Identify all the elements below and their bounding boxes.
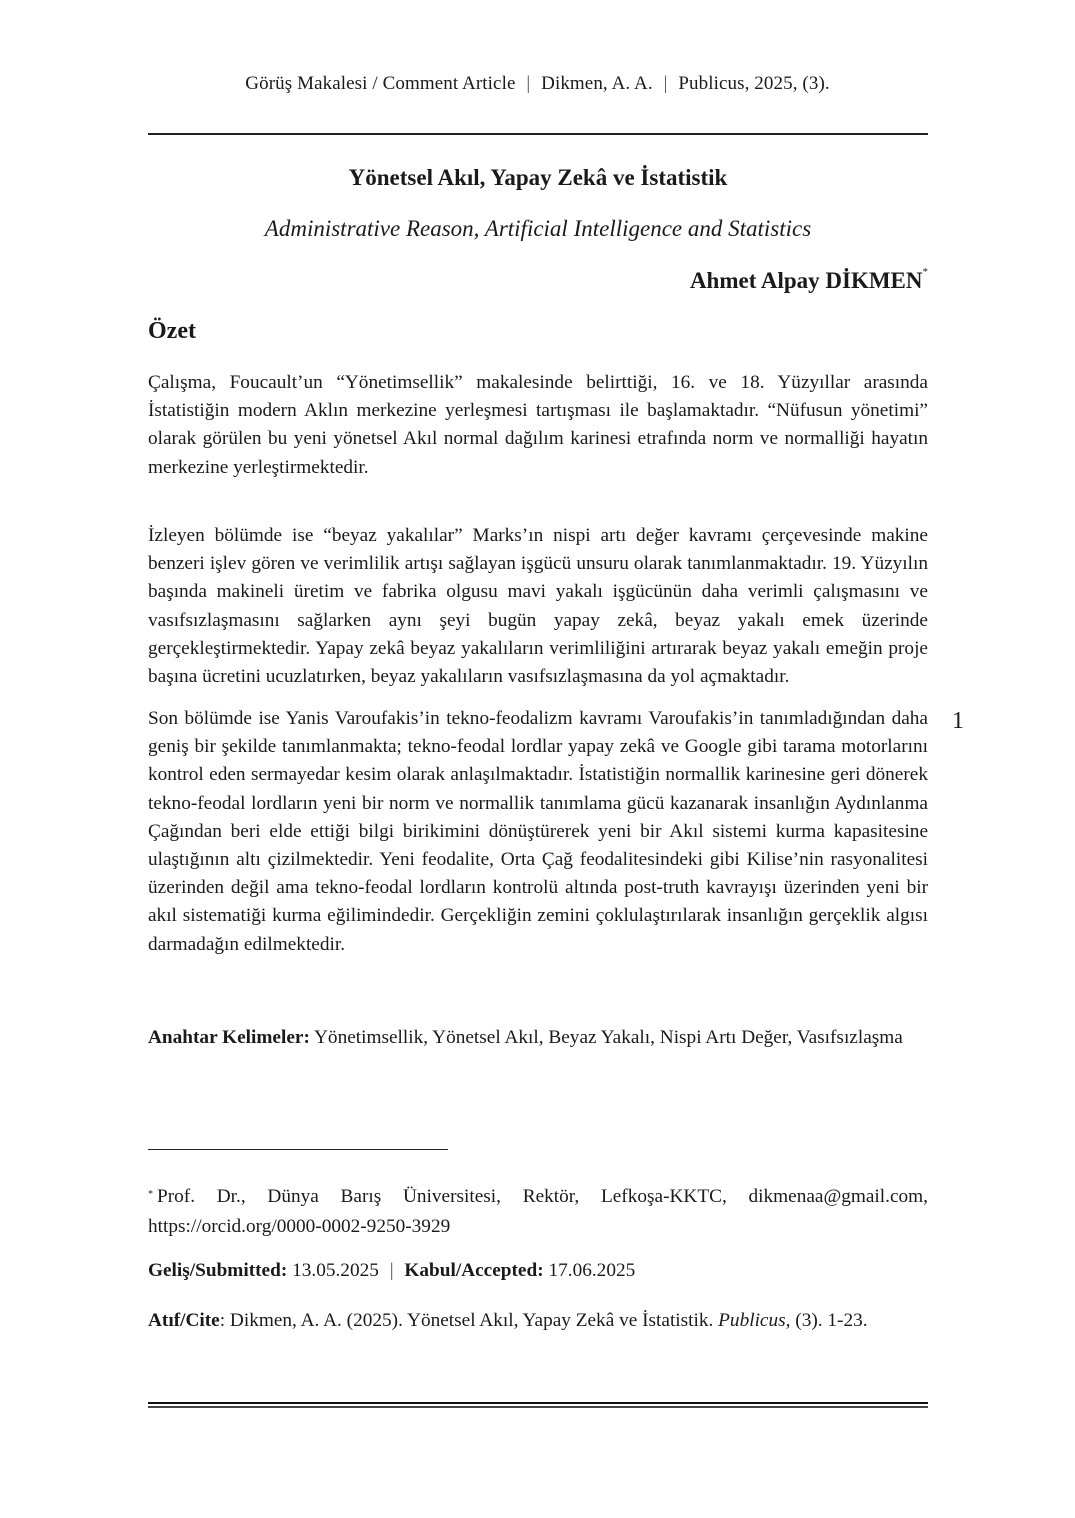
footnote-mark: * [148, 1189, 153, 1200]
footer-double-rule [148, 1406, 928, 1408]
submitted-date: 13.05.2025 [292, 1260, 379, 1281]
abstract-heading: Özet [148, 318, 196, 344]
dates-line [148, 1260, 928, 1282]
keywords [148, 1024, 928, 1052]
running-head-author: Dikmen, A. A. [541, 73, 653, 94]
article-subtitle: Administrative Reason, Artificial Intelligence and Statistics [264, 216, 812, 241]
cite-text: : Dikmen, A. A. (2025). Yönetsel Akıl, Yapay Zekâ ve İstatistik. [219, 1310, 719, 1331]
separator: | [663, 73, 668, 94]
running-head-type: Görüş Makalesi / Comment Article [245, 73, 516, 94]
author-footnote [148, 1182, 928, 1242]
cite-text-end: , (3). 1-23. [785, 1310, 868, 1331]
running-head-journal: Publicus, 2025, (3). [678, 73, 830, 94]
abstract-paragraph: Son bölümde ise Yanis Varoufakis’in tekno-feodalizm kavramı Varoufakis’in tanımladığından daha geniş bir şekilde tanımlanmakta; tekno-feodal lordlar yapay zekâ ve Google gibi tarama motorlarını kontrol eden sermayedar kesim olarak anlaşılmaktadır. İstatistiğin normallik karinesine geri dönerek tekno-feodal lordların yeni bir norm ve normallik tanımlama gücü kazanarak insanlığın Aydınlanma Çağından beri elde ettiği bilgi birikimini dönüştürerek yeni bir Akıl sistemi kurma kapasitesine ulaştığının altı çizilmektedir. Yeni feodalite, Orta Çağ feodalitesindeki gibi Kilise’nin rasyonalitesi üzerinden değil ama tekno-feodal lordların kontrolü altında post-truth kavrayışı üzerinden yeni bir akıl sistematiği kurma eğilimindedir. Gerçekliğin zemini çoklulaştırılarak insanlığın gerçeklik algısı darmadağın edilmektedir. [148, 708, 928, 955]
abstract-paragraph: İzleyen bölümde ise “beyaz yakalılar” Marks’ın nispi artı değer kavramı çerçevesinde makine benzeri işlev gören ve verimlilik artışı sağlayan işgücü unsuru olarak tanımlanmaktadır. 19. Yüzyılın başında makineli üretim ve fabrika olgusu mavi yakalı işgücünün daha verimli çalışmasını ve vasıfsızlaşmasını sağlarken aynı şeyi bugün yapay zekâ, beyaz yakalı emek üzerinde gerçekleştirmektedir. Yapay zekâ beyaz yakalıların verimliliğini artırarak beyaz yakalı emeğin proje başına ücretini ucuzlatırken, beyaz yakalıların vasıfsızlaşmasına da yol açmaktadır. [148, 525, 928, 688]
citation [148, 1306, 928, 1336]
author-footnote-mark[interactable]: * [922, 266, 928, 278]
author-line [148, 268, 928, 294]
page-number: 1 [952, 708, 964, 734]
separator: | [526, 73, 531, 94]
cite-journal: Publicus [718, 1310, 786, 1331]
keywords-label: Anahtar Kelimeler: [148, 1027, 310, 1048]
separator: | [389, 1260, 394, 1281]
author-name: Ahmet Alpay DİKMEN [689, 268, 923, 293]
accepted-label: Kabul/Accepted: [404, 1260, 544, 1281]
footer-double-rule [148, 1402, 928, 1404]
header-rule [148, 133, 928, 135]
article-title: Yönetsel Akıl, Yapay Zekâ ve İstatistik [348, 165, 728, 190]
submitted-label: Geliş/Submitted: [148, 1260, 288, 1281]
abstract-paragraph: Çalışma, Foucault’un “Yönetimsellik” makalesinde belirttiği, 16. ve 18. Yüzyıllar arasında İstatistiğin modern Aklın merkezine yerleşmesi tartışması ile başlamaktadır. “Nüfusun yönetimi” olarak görülen bu yeni yönetsel Akıl normal dağılım karinesi etrafında norm ve normalliği hayatın merkezine yerleştirmektedir. [148, 372, 928, 478]
footnote-rule [148, 1149, 448, 1150]
running-head [0, 73, 1075, 95]
accepted-date: 17.06.2025 [548, 1260, 636, 1281]
keywords-list: Yönetimsellik, Yönetsel Akıl, Beyaz Yakalı, Nispi Artı Değer, Vasıfsızlaşma [314, 1027, 903, 1048]
footnote-text: Prof. Dr., Dünya Barış Üniversitesi, Rektör, Lefkoşa-KKTC, dikmenaa@gmail.com, https://orcid.org/0000-0002-9250-3929 [148, 1186, 928, 1237]
cite-label: Atıf/Cite [148, 1310, 220, 1331]
